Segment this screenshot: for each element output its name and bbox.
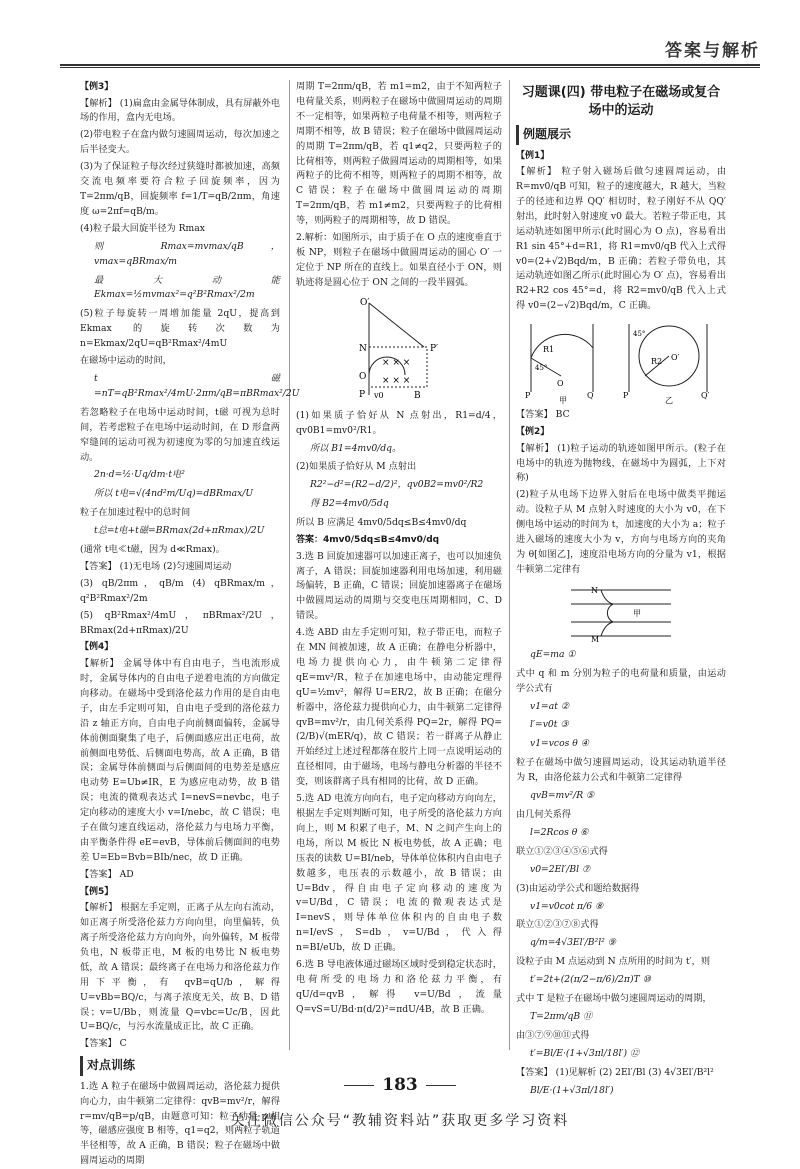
column-divider-1: [289, 80, 290, 1050]
ex2-caption-a: 甲: [633, 608, 641, 618]
eq-5: qvB=mv²/R ⑤: [530, 790, 595, 802]
example-2-part2: (2)粒子从电场下边界入射后在电场中做类平抛运动。设粒子从 M 点射入时速度的大小为 v0，在下侧电场中运动的时间为 t，加速度的大小为 a；粒子进入磁场的速度大小为 v，方向与电场方向的夹角为 θ[如图乙]，速度沿电场方向的分量为 v1，根据牛顿第二定律有: [516, 489, 726, 575]
fig1-caption-a: 甲: [559, 396, 567, 406]
formula-rmax: 则 Rmax=mvmax/qB，vmax=qBRmax/m: [94, 240, 280, 267]
practice-3-answer: 3.选 B 回旋加速器可以加速正离子，也可以加速负离子，A 错误；回旋加速器利用电场加速，利用磁场偏转，B 正确，C 错误；回旋加速器离子在磁场中做圆周运动的周期与交变电压周期相同，C、D 错误。: [296, 550, 502, 622]
fig2-label-qp: Q′: [701, 391, 710, 401]
lesson-title: 习题课(四) 带电粒子在磁场或复合场中的运动: [521, 85, 721, 118]
practice-2-range: 所以 B 应满足 4mv0/5dq≤B≤4mv0/dq: [296, 517, 467, 529]
cross-row-1: × × ×: [382, 357, 411, 368]
column-right: [516, 80, 726, 1096]
eq-9: q/m=4√3El′/B²l² ⑨: [530, 937, 616, 949]
eq-12: t′=Bl/E·(1+√3πl/18l′) ⑫: [530, 1047, 640, 1059]
formula-t-total: t总=t电+t磁=BRmax(2d+πRmax)/2U: [94, 525, 265, 537]
fig2-caption-b: 乙: [665, 396, 673, 406]
practice-5-answer: 5.选 AD 电流方向向右，电子定向移动方向向左，根据左手定则判断可知，电子所受的洛伦兹力方向向上，则 M 积累了电子，M、N 之间产生向上的电场，所以 M 板比 N 板电势低，故 A 正确；电压表的读数 U=BI/neb，导体单位体积内自由电子数越多，电压表的示数越小，故 B 错误；由 U=Bdv，得自由电子定向移动的速度为 v=U/Bd，C 错误；电流的微观表达式是 I=nevS，则导体单位体积内的自由电子数 n=I/evS，S=db，v=U/Bd，代入得 n=BI/eUb，故 D 正确。: [296, 793, 502, 954]
practice-6-answer: 6.选 B 导电液体通过磁场区域时受到稳定状态时，电荷所受的电场力和洛伦兹力平衡，有 qU/d=qvB，解得 v=U/Bd，流量 Q=vS=U/Bd·π(d/2)²=πdU/4B，故 B 正确。: [296, 959, 502, 1015]
eq-7: v0=2El′/Bl ⑦: [530, 863, 591, 875]
formula-2nd: 2n·d=½·Uq/dm·t电²: [94, 469, 185, 481]
formula-r2: R2²−d²=(R2−d/2)²，qv0B2=mv0²/R2: [310, 479, 484, 491]
ex2-label-m: M: [591, 634, 600, 644]
figure-example-1: [521, 318, 721, 404]
fig1-label-o: O: [557, 379, 564, 389]
example-2-label: 【例2】: [516, 427, 550, 438]
example-4-answer: 【答案】 AD: [80, 868, 134, 880]
figure-proton-board: [324, 295, 474, 405]
example-3-label: 【例3】: [80, 82, 114, 92]
example-2-part4: 粒子在磁场中做匀速圆周运动，设其运动轨道半径为 R，由洛伦兹力公式和牛顿第二定律得: [516, 757, 726, 784]
section-title-practice: 对点训练: [80, 1056, 280, 1075]
fig1-label-q: Q: [587, 391, 594, 401]
example-3-part4: (4)粒子最大回旋半径为 Rmax: [80, 222, 205, 234]
example-2-combine-1: 联立①②③④⑤⑥式得: [516, 845, 608, 857]
page-number: [0, 1075, 800, 1095]
example-3-part2: (2)带电粒子在盒内做匀速圆周运动，每次加速之后半径变大。: [80, 129, 280, 156]
example-3-consider: 若忽略粒子在电场中运动时间，t磁 可视为总时间，若考虑粒子在电场中运动时间，在 D 形盒两窄缝间的运动可视为初速度为零的匀加速直线运动。: [80, 406, 280, 463]
example-1-label: 【例1】: [516, 150, 550, 161]
label-o-prime: O′: [360, 297, 370, 308]
page-header: [60, 30, 760, 66]
formula-t-electric: 所以 t电=√(4nd²m/Uq)=dBRmax/U: [94, 488, 254, 500]
eq-11: T=2πm/qB ⑪: [530, 1010, 593, 1022]
example-5-label: 【例5】: [80, 886, 114, 897]
example-3-time-intro: 在磁场中运动的时间，: [80, 355, 172, 367]
example-4-label: 【例4】: [80, 642, 114, 653]
eq-4: v1=vcos θ ④: [530, 738, 589, 750]
example-3-note: (通常 t电≪t磁，因为 d≪Rmax)。: [80, 544, 225, 556]
example-2-period: 式中 T 是粒子在磁场中做匀速圆周运动的周期，: [516, 993, 712, 1005]
example-2-answer-2: Bl/E·(1+√3πl/18l′): [530, 1084, 614, 1096]
fig2-label-oprime: O′: [671, 353, 680, 363]
column-middle: [296, 80, 502, 1060]
label-v0: v0: [374, 390, 384, 400]
practice-2-analysis: 2.解析：如图所示，由于质子在 O 点的速度垂直于板 NP，则粒子在磁场中做圆周运动的圆心 O′ 一定位于 NP 所在的直线上。如果直径小于 ON，则轨迹将是圆心位于 ON 之间的一段半圆弧。: [296, 232, 502, 288]
example-2-part7: (3)由运动学公式和题给数据得: [516, 882, 640, 894]
example-3-answer-3: (5) qB²Rmax²/4mU，πBRmax²/2U，BRmax(2d+πRmax)/2U: [80, 609, 280, 636]
practice-2-case1: (1)如果质子恰好从 N 点射出，R1=d/4，qv0B1=mv0²/R1。: [296, 409, 502, 436]
footer-note: 关注微信公众号“教辅资料站”获取更多学习资料: [230, 1113, 570, 1129]
practice-4-answer: 4.选 ABD 由左手定则可知，粒子带正电，而粒子在 MN 间被加速，故 A 正确；在静电分析器中，电场力提供向心力，由牛顿第二定律得 qE=mv²/R，粒子在加速电场中，由动能定理得 qU=½mv²，解得 U=ER/2，故 B 正确；在磁分析器中，洛伦兹力提供向心力，由牛顿第二定律得 qvB=mv²/r，由几何关系得 PQ=2r，解得 PQ=(2/B)√(mER/q)，故 C 错误；若一群离子从静止开始经过上述过程都落在胶片上同一点说明运动的直径相同，由于磁场，电场与静电分析器的半径不变，则该群离子具有相同的比荷，故 D 正确。: [296, 627, 502, 788]
figure-example-2: [561, 582, 681, 644]
eq-6: l=2Rcos θ ⑥: [530, 826, 589, 838]
fig1-label-r1: R1: [543, 345, 555, 355]
formula-ekmax: 最大动能 Ekmax=½mvmax²=q²B²Rmax²/2m: [94, 274, 280, 301]
section-title-examples: 例题展示: [516, 125, 726, 144]
practice-1-answer: 1.选 A 粒子在磁场中做圆周运动，洛伦兹力提供向心力，由牛顿第二定律得：qvB=mv²/r，解得 r=mv/qB=p/qB，由题意可知：粒子动量 p 相等，磁感应强度 B 相等，q1=q2，则两粒子轨道半径相等，故 A 正确，B 错误；粒子在磁场中做圆周运动的周期: [80, 1080, 280, 1167]
practice-2-case2: (2)如果质子恰好从 M 点射出: [296, 461, 417, 473]
header-title: 答案与解析: [665, 41, 760, 61]
example-3-analysis: 【解析】 (1)扁盒由金属导体制成，具有屏蔽外电场的作用，盒内无电场。: [80, 97, 280, 124]
cross-row-2: × × ×: [382, 375, 411, 386]
page-number-rule-right: [426, 1085, 456, 1086]
example-5-analysis: 【解析】 根据左手定则，正离子从左向右流动，如正离子所受洛伦兹力方向向里，向里偏转，负离子所受洛伦兹力方向向外，向外偏转，M 板带负电，N 板带正电，M 板的电势比 N 板电势低，故 A 错误；最终离子在电场力和洛伦兹力作用下平衡，有 qvB=qU/b，解得 U=vBb=BQ/c，与离子浓度无关，故 B、D 错误；v=U/Bb，则流量 Q=vbc=Uc/B，因此 U=BQ/c，与污水流量成正比，故 C 正确。: [80, 902, 280, 1033]
example-2-combine-2: 联立①②③⑦⑧式得: [516, 919, 599, 931]
formula-b2: 得 B2=4mv0/5dq: [310, 498, 389, 510]
example-1-answer: 【答案】 BC: [516, 409, 570, 421]
column-left: [80, 80, 300, 1167]
example-2-geometry: 由几何关系得: [516, 808, 572, 820]
example-4-analysis: 【解析】 金属导体中有自由电子，当电流形成时，金属导体内的自由电子逆着电流的方向做定向移动。在磁场中受到洛伦兹力作用的是自由电子，由左手定则可知，自由电子受到的洛伦兹力沿 z 轴正方向，自由电子向前侧面偏转，金属导体前侧面聚集了电子，后侧面感应出正电荷，故前侧面电势低、后侧面电势高，故 A 正确，B 错误；金属导体前侧面与后侧面间的电势差是感应电动势 E=Ub≠IR，E 为感应电动势，故 B 错误；电流的微观表达式 I=nevS=nevbc，电子定向移动的速度大小 v=I/nebc，故 C 错误；电子在做匀速直线运动，洛伦兹力与电场力平衡，由平衡条件得 eE=evB，导体前后侧面间的电势差 U=Eb=Bvb=BIb/nec，故 D 正确。: [80, 658, 280, 863]
header-rule: [60, 67, 760, 68]
label-o: O: [359, 371, 367, 382]
practice-1-cont: 周期 T=2πm/qB，若 m1=m2，由于不知两粒子电荷量关系，则两粒子在磁场中做圆周运动的周期不一定相等，如果两粒子电荷量不相等，则两粒子周期不相等，故 B 错误；粒子在磁场中做圆周运动的周期 T=2πm/qB，若 q1≠q2，只要两粒子的比荷相等，则两粒子做圆周运动的周期相等，如果两粒子的比荷不相等，则两粒子的周期不相等，故 C 错误；粒子在磁场中做圆周运动的周期 T=2πm/qB，若 m1≠m2，只要两粒子的比荷相等，则两粒子的周期相等，故 D 错误。: [296, 81, 502, 227]
example-3-answer-2: (3) qB/2πm，qB/m (4) qBRmax/m，q²B²Rmax²/2m: [80, 577, 280, 604]
example-2-part1: 【解析】 (1)粒子运动的轨迹如图甲所示。(粒子在电场中的轨迹为抛物线，在磁场中为圆弧，上下对称): [516, 442, 726, 484]
page-number-text: 183: [382, 1075, 418, 1095]
example-2-combine-3: 由③⑦⑨⑩⑪式得: [516, 1029, 590, 1041]
example-3-total-intro: 粒子在加速过程中的总时间: [80, 507, 191, 519]
example-3-answer: 【答案】 (1)无电场 (2)匀速圆周运动: [80, 560, 232, 572]
formula-b1: 所以 B1=4mv0/dq。: [310, 442, 402, 454]
label-p: P: [359, 389, 366, 400]
eq-2: v1=at ②: [530, 700, 570, 712]
column-divider-2: [509, 80, 510, 1050]
fig2-label-p: P: [623, 391, 629, 401]
eq-8: v1=v0cot π/6 ⑧: [530, 900, 604, 912]
example-5-answer: 【答案】 C: [80, 1038, 127, 1050]
example-3-part3: (3)为了保证粒子每次经过狭缝时都被加速，高频交流电频率要符合粒子回旋频率，因为 T=2πm/qB，回旋频率 f=1/T=qB/2πm，角速度 ω=2πf=qB/m。: [80, 161, 280, 217]
example-2-time: 设粒子由 M 点运动到 N 点所用的时间为 t′，则: [516, 956, 711, 968]
example-3-part5: (5)粒子每旋转一周增加能量 2qU，提高到 Ekmax 的旋转次数为 n=Ekmax/2qU=qB²Rmax²/4mU: [80, 308, 280, 350]
practice-2-answer: 答案：4mv0/5dq≤B≤4mv0/dq: [296, 535, 440, 546]
example-2-part3: 式中 q 和 m 分别为粒子的电荷量和质量，由运动学公式有: [516, 667, 726, 694]
eq-3: l′=v0t ③: [530, 719, 569, 731]
example-1-analysis: 【解析】 粒子射入磁场后做匀速圆周运动，由 R=mv0/qB 可知，粒子的速度越大，R 越大，当粒子的径迹和边界 QQ′ 相切时，粒子刚好不从 QQ′ 射出，此时射入射速度 v0 最大。若粒子带正电，其运动轨迹如图甲所示(此时圆心为 O 点)，容易看出 R1 sin 45°+d=R1，将 R1=mv0/qB 代入上式得 v0=(2+√2)Bqd/m，B 正确；若粒子带负电，其运动轨迹如图乙所示(此时圆心为 O′ 点)，容易看出 R2+R2 cos 45°=d，将 R2=mv0/qB 代入上式得 v0=(2−√2)Bqd/m，C 正确。: [516, 166, 726, 312]
eq-10: t′=2t+(2(π/2−π/6)/2π)T ⑩: [530, 974, 651, 986]
fig2-angle: 45°: [633, 330, 646, 339]
label-n: N: [359, 343, 367, 354]
label-b: B: [414, 390, 421, 401]
ex2-label-n: N: [591, 585, 598, 595]
fig2-label-r2: R2: [651, 357, 663, 367]
page-number-rule-left: [344, 1085, 374, 1086]
eq-1: qE=ma ①: [530, 648, 576, 660]
label-p-prime: P′: [430, 343, 439, 354]
formula-t-magnetic: t磁=nT=qB²Rmax²/4mU·2πm/qB=πBRmax²/2U: [94, 372, 300, 399]
example-2-answer: 【答案】 (1)见解析 (2) 2El′/Bl (3) 4√3El′/B²l²: [516, 1066, 714, 1078]
fig1-label-p: P: [525, 391, 531, 401]
fig1-angle: 45°: [535, 364, 548, 373]
